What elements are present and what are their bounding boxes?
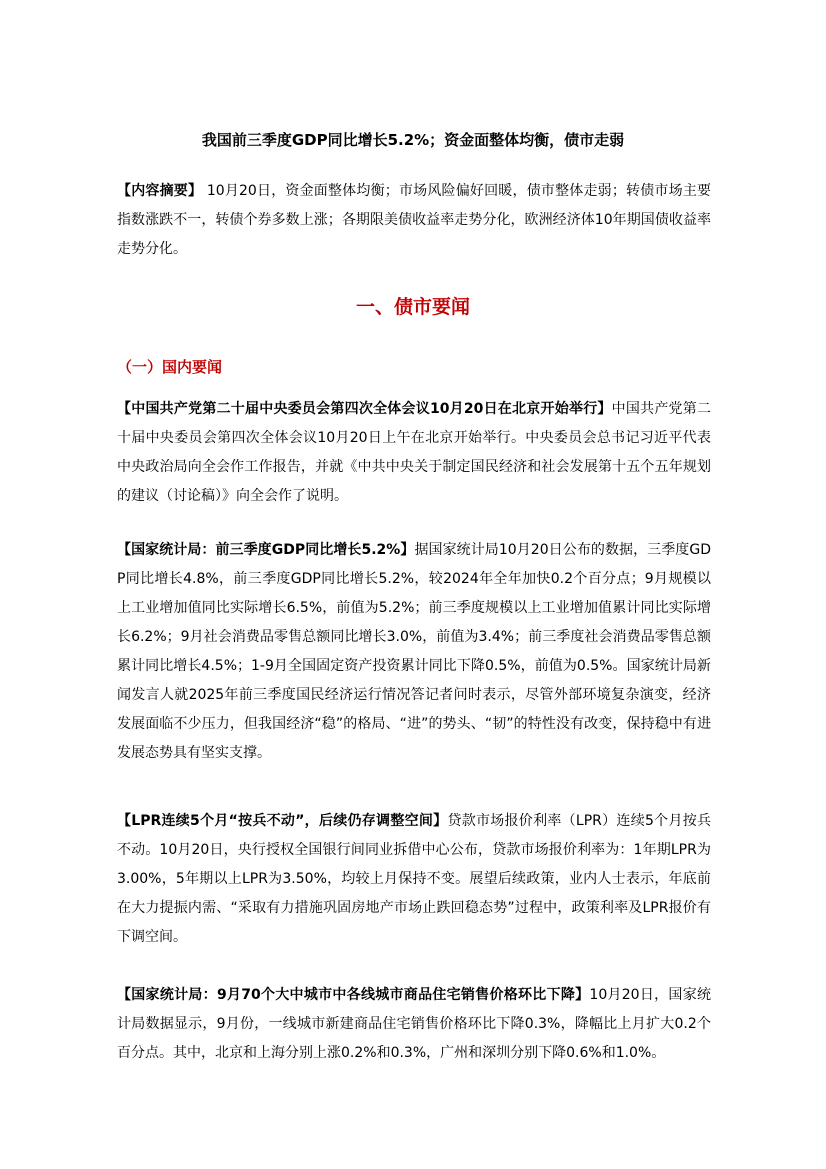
news-lead: 【国家统计局：9月70个大中城市中各线城市商品住宅销售价格环比下降】: [117, 987, 590, 1003]
news-lead: 【中国共产党第二十届中央委员会第四次全体会议10月20日在北京开始举行】: [117, 401, 612, 417]
news-item: [117, 536, 711, 768]
news-item: [117, 981, 711, 1068]
document-title: 我国前三季度GDP同比增长5.2%；资金面整体均衡，债市走弱: [201, 131, 625, 149]
news-item: [117, 395, 711, 511]
abstract-text: 10月20日，资金面整体均衡；市场风险偏好回暖，债市整体走弱；转债市场主要指数涨跌不一，转债个券多数上涨；各期限美债收益率走势分化，欧洲经济体10年期国债收益率走势分化。: [117, 183, 712, 257]
news-body: 中国共产党第二十届中央委员会第四次全体会议10月20日上午在北京开始举行。中央委员会总书记习近平代表中央政治局向全会作工作报告，并就《中共中央关于制定国民经济和社会发展第十五个五年规划的建议（讨论稿）》向全会作了说明。: [117, 401, 711, 504]
news-body: 10月20日，国家统计局数据显示，9月份，一线城市新建商品住宅销售价格环比下降0.3%，降幅比上月扩大0.2个百分点。其中，北京和上海分别上涨0.2%和0.3%，广州和深圳分别下降0.6%和1.0%。: [117, 987, 711, 1061]
news-lead: 【国家统计局：前三季度GDP同比增长5.2%】: [117, 542, 415, 558]
abstract-label: 【内容摘要】: [117, 183, 203, 199]
news-body: 贷款市场报价利率（LPR）连续5个月按兵不动。10月20日，央行授权全国银行间同业拆借中心公布，贷款市场报价利率为：1年期LPR为3.00%，5年期以上LPR为3.50%，均较上月保持不变。展望后续政策，业内人士表示，年底前在大力提振内需、“采取有力措施巩固房地产市场止跌回稳态势”过程中，政策利率及LPR报价有下调空间。: [117, 813, 711, 945]
news-lead: 【LPR连续5个月“按兵不动”，后续仍存调整空间】: [117, 813, 448, 829]
sub-heading: （一）国内要闻: [117, 358, 223, 376]
news-item: [117, 807, 711, 952]
news-body: 据国家统计局10月20日公布的数据，三季度GDP同比增长4.8%，前三季度GDP同比增长5.2%，较2024年全年加快0.2个百分点；9月规模以上工业增加值同比实际增长6.5%，前值为5.2%；前三季度规模以上工业增加值累计同比实际增长6.2%；9月社会消费品零售总额同比增长3.0%，前值为3.4%；前三季度社会消费品零售总额累计同比增长4.5%；1-9月全国固定资产投资累计同比下降0.5%，前值为0.5%。国家统计局新闻发言人就2025年前三季度国民经济运行情况答记者问时表示，尽管外部环境复杂演变，经济发展面临不少压力，但我国经济“稳”的格局、“进”的势头、“韧”的特性没有改变，保持稳中有进发展态势具有坚实支撑。: [117, 542, 711, 761]
section-heading: 一、债市要闻: [355, 296, 470, 318]
abstract-paragraph: [117, 177, 711, 264]
